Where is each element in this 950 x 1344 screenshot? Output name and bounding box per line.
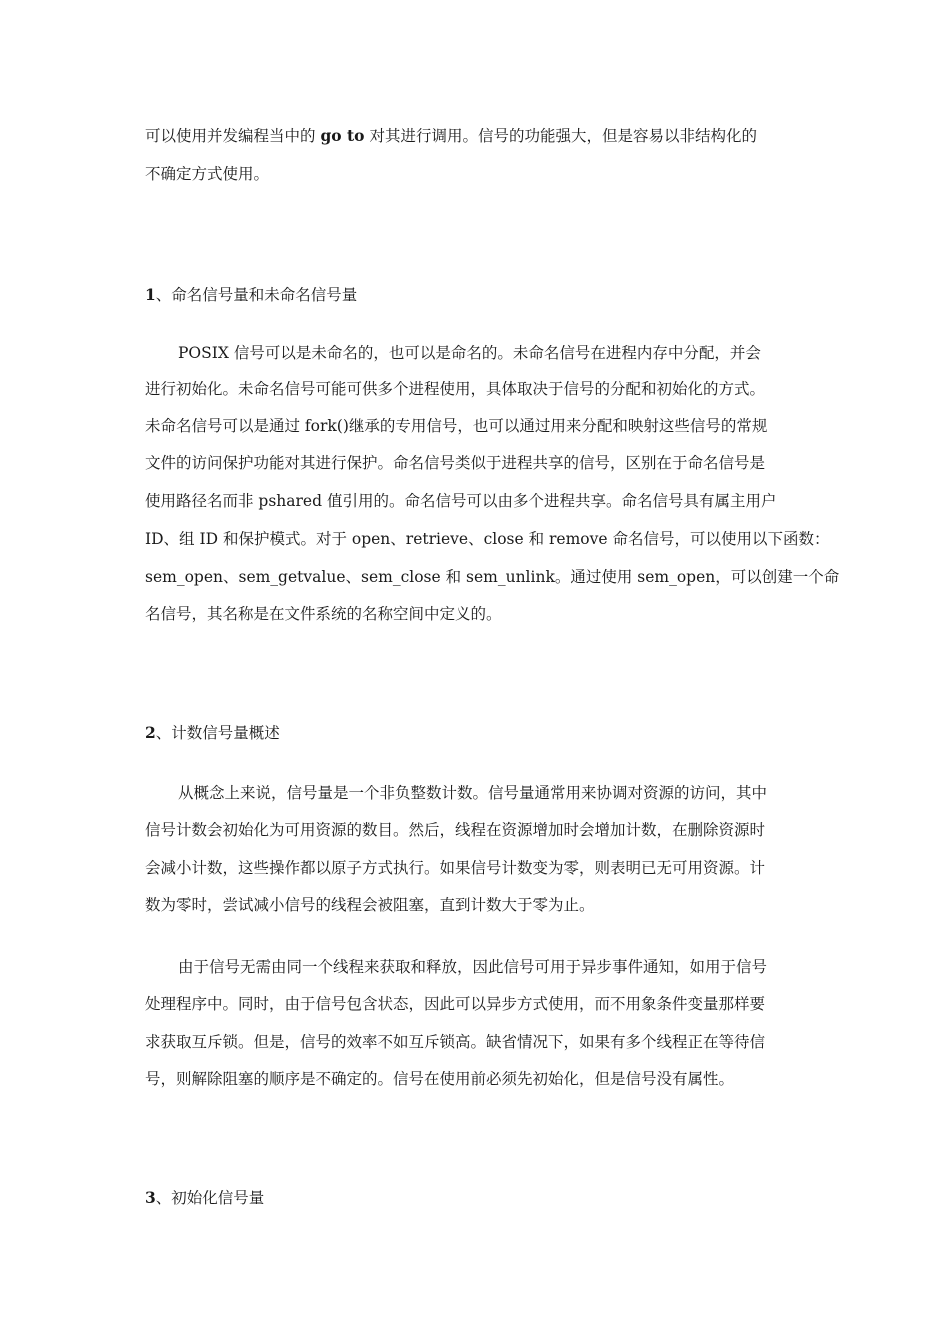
section-title: 、初始化信号量 — [155, 1189, 265, 1207]
paragraph-line: 由于信号无需由同一个线程来获取和释放，因此信号可用于异步事件通知，如用于信号 — [178, 958, 768, 976]
paragraph-line: sem_open、sem_getvalue、sem_close 和 sem_unlink。通过使用 sem_open，可以创建一个命 — [145, 568, 840, 586]
intro-line-1 — [145, 124, 757, 146]
paragraph-line: 数为零时，尝试减小信号的线程会被阻塞，直到计数大于零为止。 — [145, 896, 595, 914]
section-number: 2 — [145, 723, 156, 742]
intro-text: 可以使用并发编程当中的 — [145, 127, 321, 145]
paragraph-line: 求获取互斥锁。但是，信号的效率不如互斥锁高。缺省情况下，如果有多个线程正在等待信 — [145, 1033, 766, 1051]
paragraph-line: ID、组 ID 和保护模式。对于 open、retrieve、close 和 remove 命名信号，可以使用以下函数： — [145, 530, 830, 548]
paragraph-line: 未命名信号可以是通过 fork()继承的专用信号，也可以通过用来分配和映射这些信号的常规 — [145, 417, 768, 435]
intro-line-2: 不确定方式使用。 — [145, 165, 270, 183]
section-title: 、命名信号量和未命名信号量 — [155, 286, 358, 304]
paragraph-line: 信号计数会初始化为可用资源的数目。然后，线程在资源增加时会增加计数，在删除资源时 — [145, 821, 766, 839]
paragraph-line: 名信号，其名称是在文件系统的名称空间中定义的。 — [145, 605, 502, 623]
section-3-heading — [145, 1186, 264, 1208]
section-2-heading — [145, 721, 280, 743]
paragraph-line: 从概念上来说，信号量是一个非负整数计数。信号量通常用来协调对资源的访问，其中 — [178, 784, 768, 802]
paragraph-line: 会减小计数，这些操作都以原子方式执行。如果信号计数变为零，则表明已无可用资源。计 — [145, 859, 766, 877]
paragraph-line: 处理程序中。同时，由于信号包含状态，因此可以异步方式使用，而不用象条件变量那样要 — [145, 995, 766, 1013]
section-number: 1 — [145, 285, 156, 304]
paragraph-line: 号，则解除阻塞的顺序是不确定的。信号在使用前必须先初始化，但是信号没有属性。 — [145, 1070, 735, 1088]
paragraph-line: 使用路径名而非 pshared 值引用的。命名信号可以由多个进程共享。命名信号具有属主用户 — [145, 492, 777, 510]
section-title: 、计数信号量概述 — [155, 724, 280, 742]
goto-keyword: go to — [320, 126, 365, 145]
section-number: 3 — [145, 1188, 156, 1207]
paragraph-line: 文件的访问保护功能对其进行保护。命名信号类似于进程共享的信号，区别在于命名信号是 — [145, 454, 766, 472]
section-1-heading — [145, 283, 357, 305]
paragraph-line: 进行初始化。未命名信号可能可供多个进程使用，具体取决于信号的分配和初始化的方式。 — [145, 380, 766, 398]
intro-text: 对其进行调用。信号的功能强大，但是容易以非结构化的 — [364, 127, 757, 145]
paragraph-line: POSIX 信号可以是未命名的，也可以是命名的。未命名信号在进程内存中分配，并会 — [178, 344, 761, 362]
